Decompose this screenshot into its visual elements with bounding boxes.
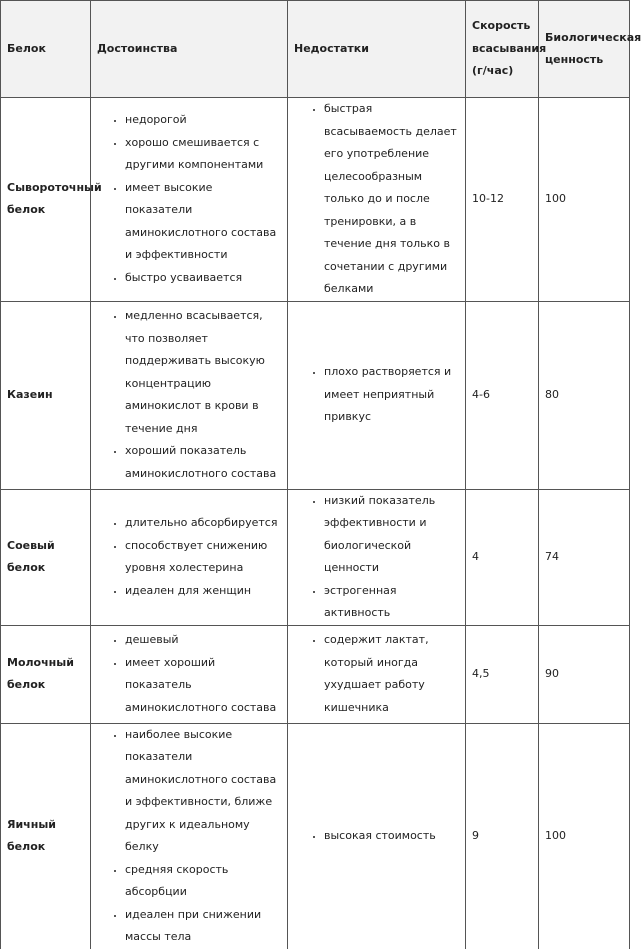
list-item: • недорогой	[125, 109, 281, 132]
protein-name: Казеин	[1, 301, 91, 489]
absorption-speed: 9	[466, 723, 539, 949]
cons-cell	[288, 301, 466, 489]
biological-value: 100	[539, 98, 630, 302]
cons-cell	[288, 625, 466, 723]
cons-list	[294, 825, 459, 848]
protein-name: Яичный белок	[1, 723, 91, 949]
pros-list	[97, 724, 281, 949]
list-item: • эстрогенная активность	[324, 580, 459, 625]
biological-value: 80	[539, 301, 630, 489]
header-pros: Достоинства	[91, 1, 288, 98]
header-absorption-speed: Скорость всасывания (г/час)	[466, 1, 539, 98]
table-row	[1, 625, 630, 723]
table-header-row	[1, 1, 630, 98]
pros-cell	[91, 625, 288, 723]
list-item: • средняя скорость абсорбции	[125, 859, 281, 904]
cons-list	[294, 98, 459, 301]
list-item: • хорошо смешивается с другими компонентами	[125, 132, 281, 177]
absorption-speed: 4,5	[466, 625, 539, 723]
list-item: • имеет хороший показатель аминокислотного состава	[125, 652, 281, 720]
absorption-speed: 4	[466, 489, 539, 625]
list-item: • низкий показатель эффективности и биологической ценности	[324, 490, 459, 580]
pros-cell	[91, 489, 288, 625]
protein-name: Сывороточный белок	[1, 98, 91, 302]
table-row	[1, 98, 630, 302]
biological-value: 90	[539, 625, 630, 723]
list-item: • быстро усваивается	[125, 267, 281, 290]
biological-value: 74	[539, 489, 630, 625]
cons-list	[294, 629, 459, 719]
list-item: • высокая стоимость	[324, 825, 459, 848]
biological-value: 100	[539, 723, 630, 949]
table-row	[1, 723, 630, 949]
table-row	[1, 301, 630, 489]
list-item: • хороший показатель аминокислотного состава	[125, 440, 281, 485]
cons-list	[294, 361, 459, 429]
pros-list	[97, 109, 281, 289]
pros-cell	[91, 98, 288, 302]
protein-name: Молочный белок	[1, 625, 91, 723]
pros-list	[97, 305, 281, 485]
pros-list	[97, 629, 281, 719]
list-item: • быстрая всасываемость делает его употребление целесообразным только до и после тренировки, а в течение дня только в сочетании с другими белками	[324, 98, 459, 301]
header-cons: Недостатки	[288, 1, 466, 98]
list-item: • медленно всасывается, что позволяет поддерживать высокую концентрацию аминокислот в крови в течение дня	[125, 305, 281, 440]
list-item: • содержит лактат, который иногда ухудшает работу кишечника	[324, 629, 459, 719]
table-row	[1, 489, 630, 625]
pros-list	[97, 512, 281, 602]
list-item: • длительно абсорбируется	[125, 512, 281, 535]
list-item: • плохо растворяется и имеет неприятный привкус	[324, 361, 459, 429]
list-item: • дешевый	[125, 629, 281, 652]
pros-cell	[91, 723, 288, 949]
header-protein: Белок	[1, 1, 91, 98]
list-item: • идеален для женщин	[125, 580, 281, 603]
list-item: • способствует снижению уровня холестерина	[125, 535, 281, 580]
cons-cell	[288, 489, 466, 625]
absorption-speed: 10-12	[466, 98, 539, 302]
cons-cell	[288, 98, 466, 302]
protein-name: Соевый белок	[1, 489, 91, 625]
absorption-speed: 4-6	[466, 301, 539, 489]
header-biological-value: Биологическая ценность	[539, 1, 630, 98]
list-item: • имеет высокие показатели аминокислотного состава и эффективности	[125, 177, 281, 267]
list-item: • наиболее высокие показатели аминокислотного состава и эффективности, ближе других к идеальному белку	[125, 724, 281, 859]
list-item: • идеален при снижении массы тела	[125, 904, 281, 949]
cons-list	[294, 490, 459, 625]
cons-cell	[288, 723, 466, 949]
pros-cell	[91, 301, 288, 489]
